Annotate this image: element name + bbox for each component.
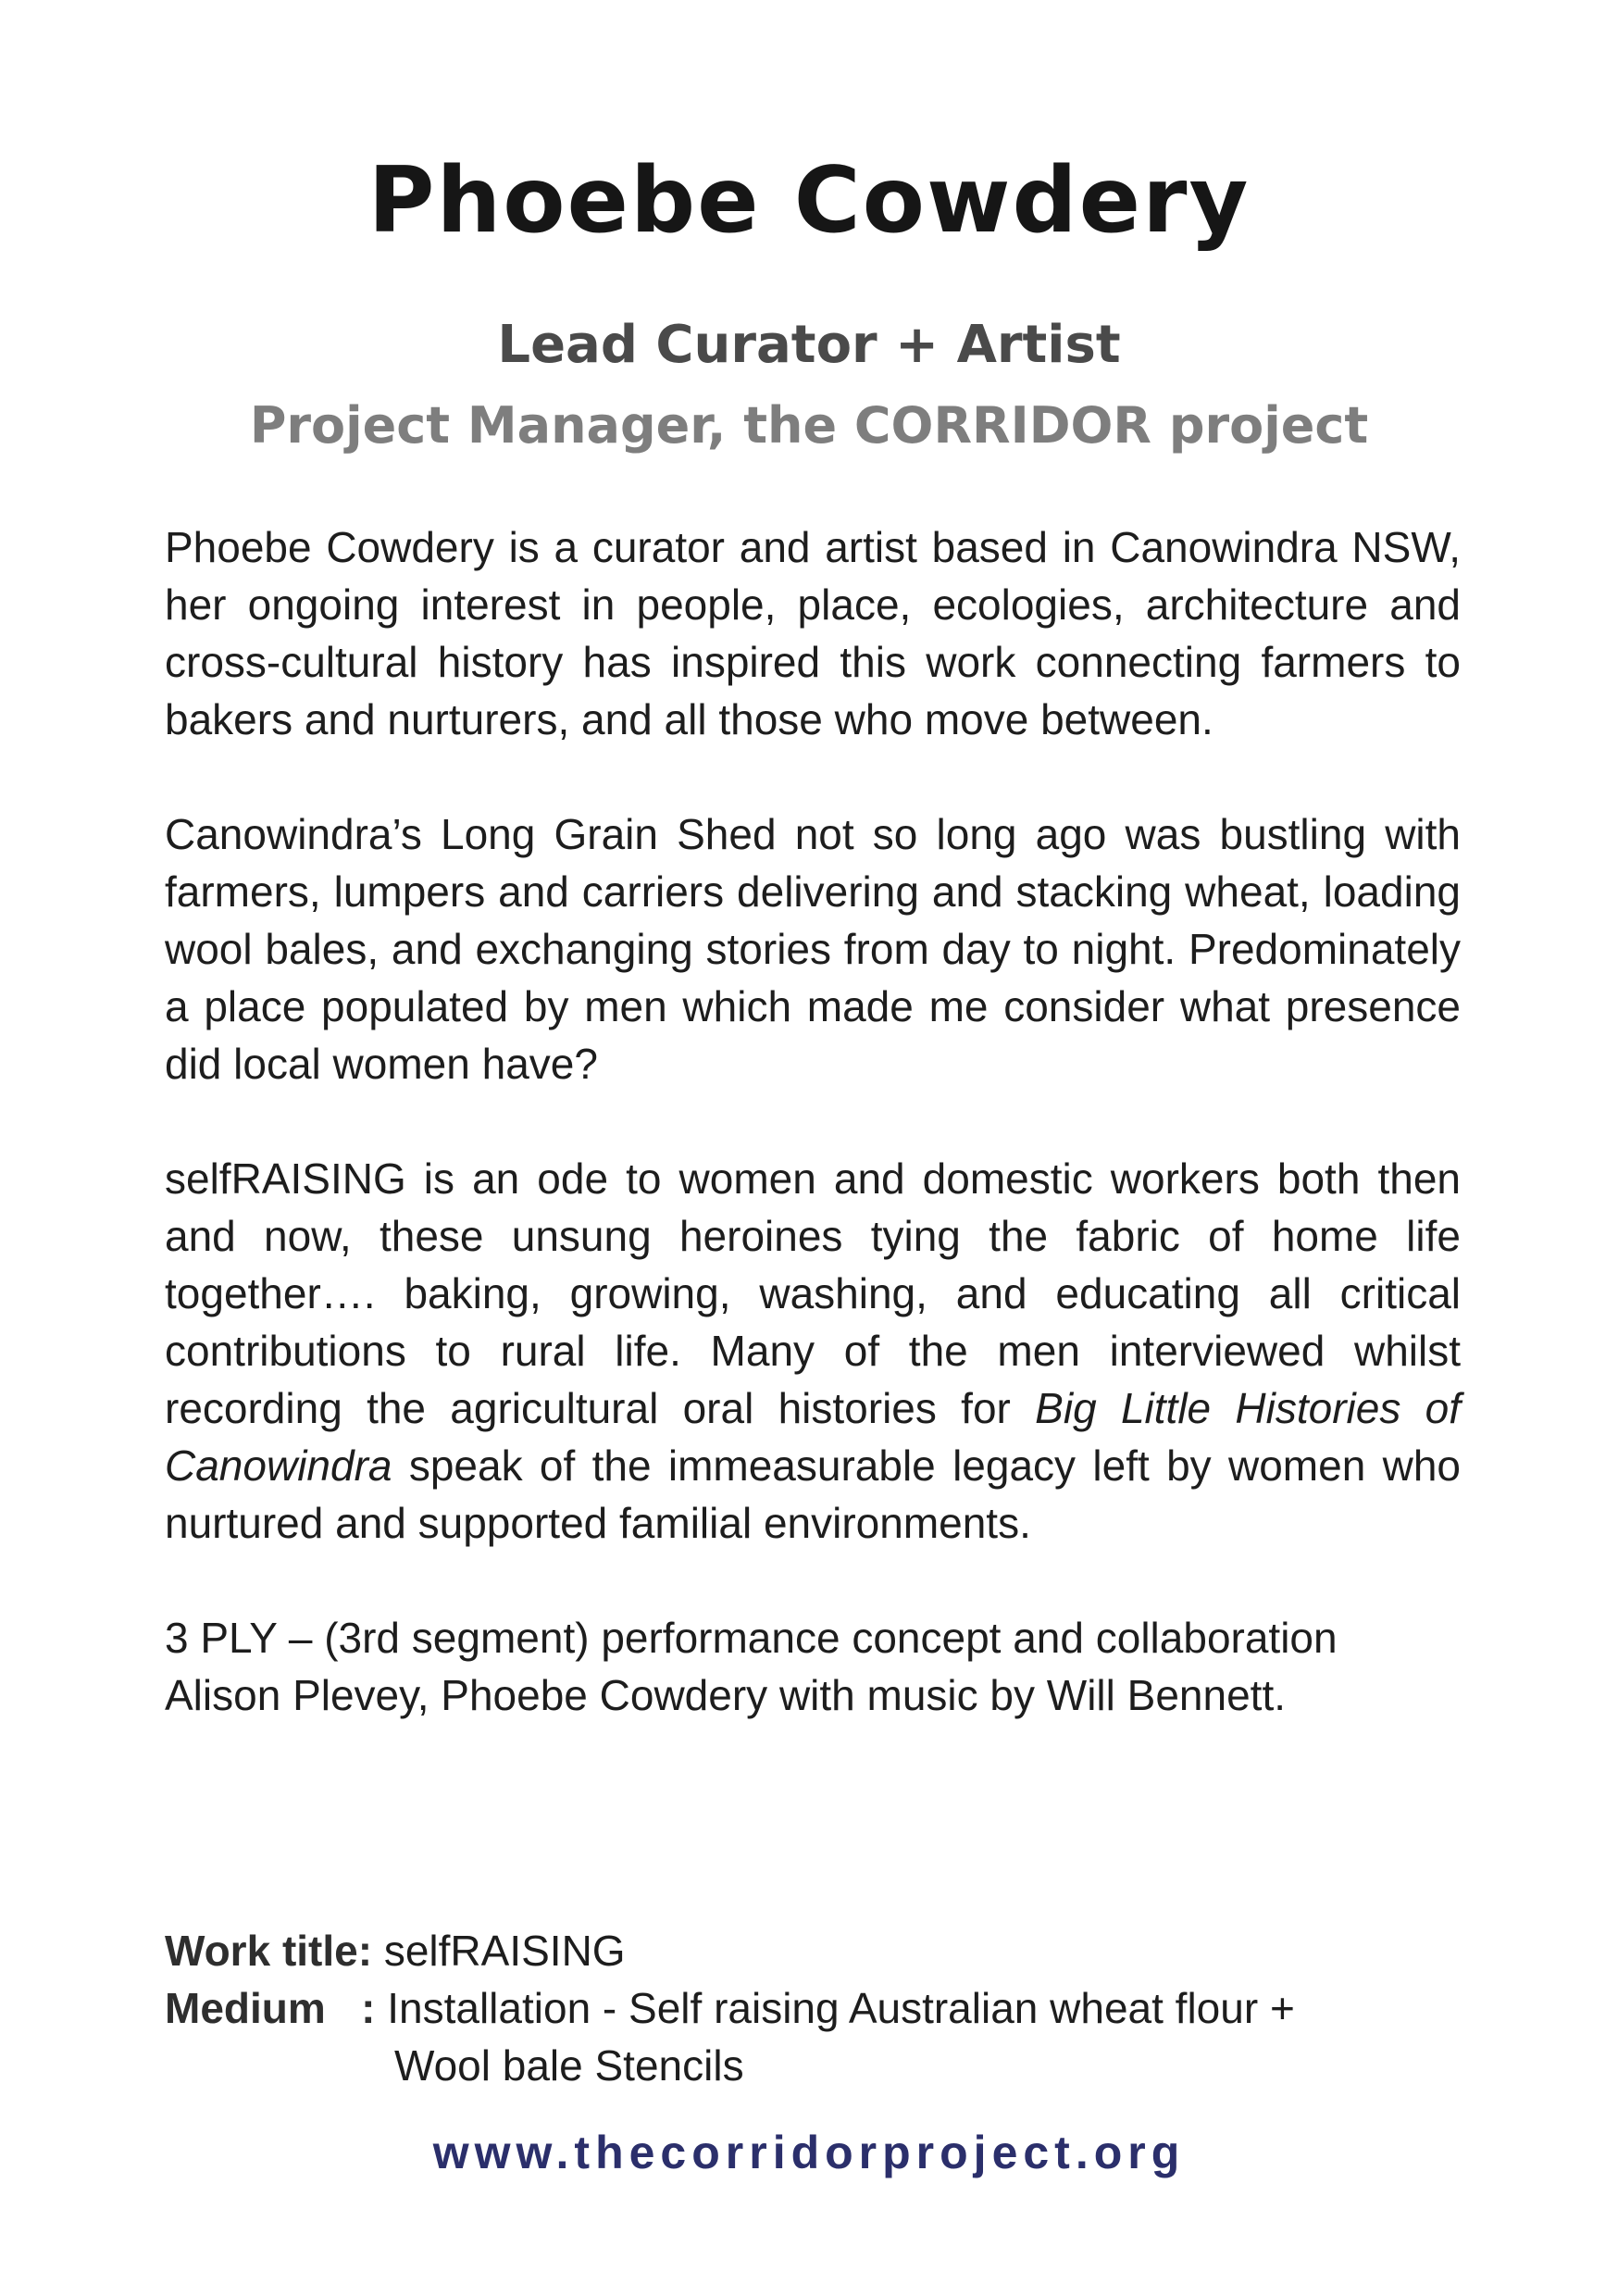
website-link[interactable]: www.thecorridorproject.org xyxy=(432,2127,1186,2178)
work-details xyxy=(165,1922,1461,2094)
work-title-row xyxy=(165,1922,1461,1979)
work-title-value: selfRAISING xyxy=(372,1927,626,1975)
medium-label: Medium : xyxy=(165,1984,376,2032)
bio-body xyxy=(165,518,1461,1724)
paragraph-selfraising xyxy=(165,1150,1461,1552)
page-title: Phoebe Cowdery xyxy=(367,148,1251,254)
paragraph-selfraising-text-2: speak of the immeasurable legacy left by women who nurtured and supported familial environments. xyxy=(165,1441,1461,1547)
role-subtitle: Lead Curator + Artist xyxy=(497,315,1121,375)
book-title: Big Little Histories of Canowindra xyxy=(165,1384,1461,1490)
paragraph-3-ply: 3 PLY – (3rd segment) performance concept and collaboration Alison Plevey, Phoebe Cowdery with music by Will Bennett. xyxy=(165,1614,1338,1719)
paragraph-long-grain-shed: Canowindra’s Long Grain Shed not so long ago was bustling with farmers, lumpers and carriers delivering and stacking wheat, loading wool bales, and exchanging stories from day to night. Predominately a place populated by men which made me consider what presence did local women have? xyxy=(165,810,1461,1088)
medium-row xyxy=(165,1979,1461,2037)
position-subtitle: Project Manager, the CORRIDOR project xyxy=(249,396,1369,455)
work-title-label: Work title: xyxy=(165,1927,373,1975)
paragraph-intro: Phoebe Cowdery is a curator and artist based in Canowindra NSW, her ongoing interest in people, place, ecologies, architecture and cross-cultural history has inspired this work connecting farmers to bakers and nurturers, and all those who move between. xyxy=(165,523,1461,743)
medium-value: Installation - Self raising Australian wheat flour + xyxy=(375,1984,1295,2032)
paragraph-selfraising-text-1: selfRAISING is an ode to women and domestic workers both then and now, these unsung heroines tying the fabric of home life together…. baking, growing, washing, and educating all critical contributions to rural life. Many of the men interviewed whilst recording the agricultural oral histories for xyxy=(165,1154,1461,1432)
medium-value-continued: Wool bale Stencils xyxy=(394,2041,744,2090)
